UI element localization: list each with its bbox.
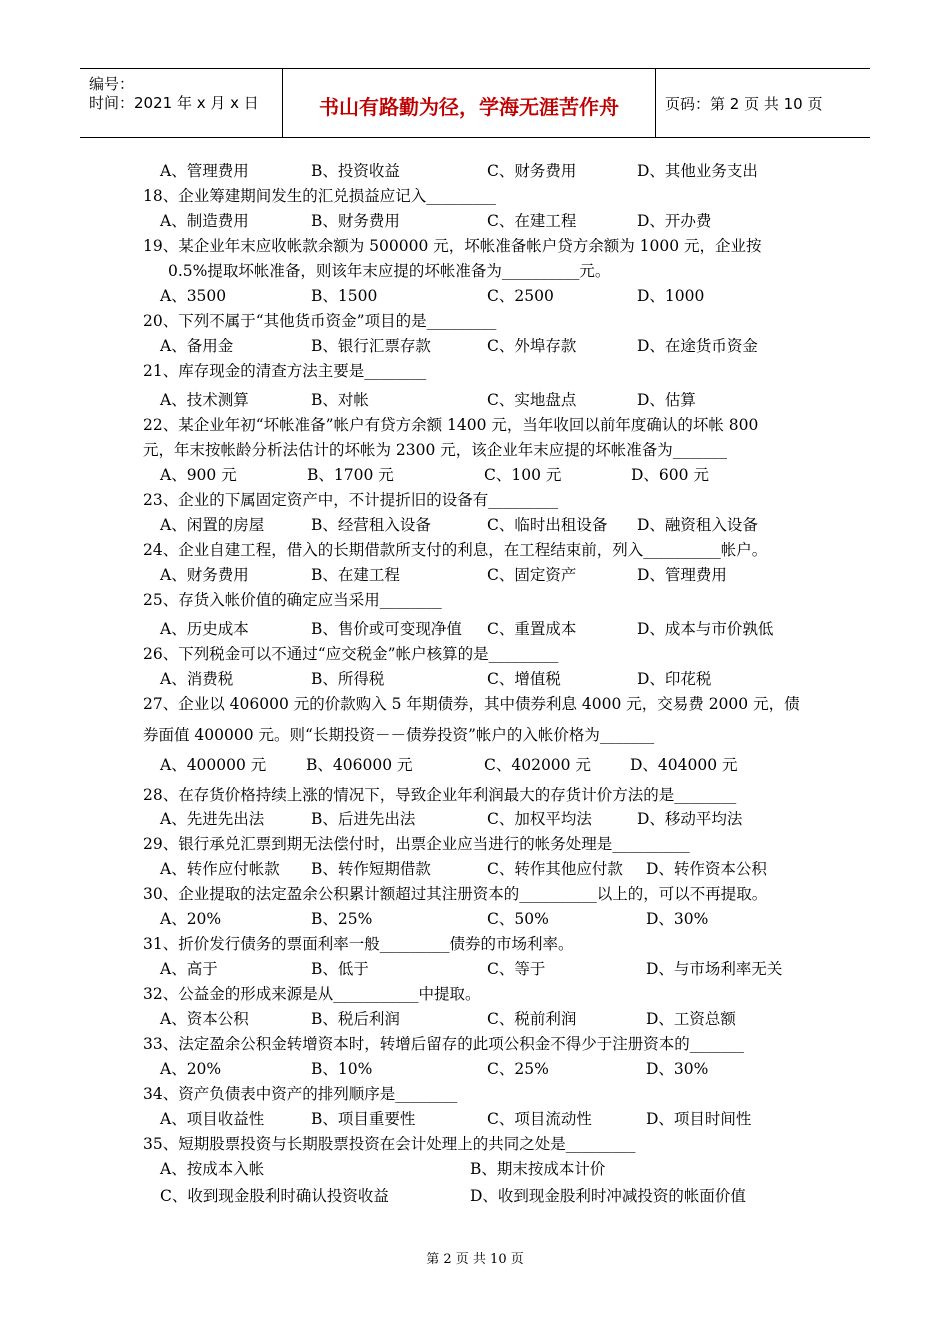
option: B、期末按成本计价 xyxy=(470,1160,606,1178)
option: B、转作短期借款 xyxy=(311,860,431,878)
question-stem: 30、企业提取的法定盈余公积累计额超过其注册资本的__________以上的，可以不再提取。 xyxy=(143,885,768,903)
option: A、管理费用 xyxy=(160,162,249,180)
option: B、低于 xyxy=(311,960,369,978)
question-stem: 29、银行承兑汇票到期无法偿付时，出票企业应当进行的帐务处理是__________ xyxy=(143,835,690,853)
option: D、1000 xyxy=(637,287,705,305)
question-stem: 28、在存货价格持续上涨的情况下，导致企业年利润最大的存货计价方法的是________ xyxy=(143,786,737,804)
question-stem: 25、存货入帐价值的确定应当采用________ xyxy=(143,591,442,609)
option: A、备用金 xyxy=(160,337,234,355)
option: C、在建工程 xyxy=(487,212,577,230)
option: D、成本与市价孰低 xyxy=(637,620,774,638)
option: A、转作应付帐款 xyxy=(160,860,280,878)
question-stem: 32、公益金的形成来源是从___________中提取。 xyxy=(143,985,481,1003)
option: B、406000 元 xyxy=(306,756,413,774)
option: B、所得税 xyxy=(311,670,385,688)
option: C、项目流动性 xyxy=(487,1110,592,1128)
option: D、30% xyxy=(646,1060,709,1078)
option: D、工资总额 xyxy=(646,1010,736,1028)
question-stem: 19、某企业年末应收帐款余额为 500000 元，坏帐准备帐户贷方余额为 1000 元，企业按 xyxy=(143,237,762,255)
option: A、900 元 xyxy=(160,466,237,484)
option: C、等于 xyxy=(487,960,546,978)
option: C、税前利润 xyxy=(487,1010,577,1028)
option: A、按成本入帐 xyxy=(160,1160,265,1178)
time-label: 时间：2021 年 x 月 x 日 xyxy=(89,94,259,112)
option: C、增值税 xyxy=(487,670,561,688)
page-header xyxy=(80,68,870,138)
option: C、2500 xyxy=(487,287,554,305)
question-stem: 26、下列税金可以不通过“应交税金”帐户核算的是_________ xyxy=(143,645,559,663)
option: B、25% xyxy=(311,910,373,928)
option: B、投资收益 xyxy=(311,162,400,180)
option: B、对帐 xyxy=(311,391,369,409)
question-stem-cont: 券面值 400000 元。则“长期投资－－债券投资”帐户的入帐价格为_______ xyxy=(143,726,655,744)
option: C、25% xyxy=(487,1060,549,1078)
page-footer: 第 2 页 共 10 页 xyxy=(426,1252,524,1267)
motto: 书山有路勤为径，学海无涯苦作舟 xyxy=(319,95,619,119)
option: B、后进先出法 xyxy=(311,810,416,828)
option: B、经营租入设备 xyxy=(311,516,431,534)
option: D、收到现金股利时冲减投资的帐面价值 xyxy=(470,1187,746,1205)
option: B、1500 xyxy=(311,287,378,305)
option: B、项目重要性 xyxy=(311,1110,416,1128)
option: D、移动平均法 xyxy=(637,810,743,828)
question-stem: 23、企业的下属固定资产中，不计提折旧的设备有_________ xyxy=(143,491,558,509)
option: C、加权平均法 xyxy=(487,810,592,828)
option: C、实地盘点 xyxy=(487,391,577,409)
question-stem: 18、企业筹建期间发生的汇兑损益应记入_________ xyxy=(143,187,496,205)
question-stem: 24、企业自建工程，借入的长期借款所支付的利息，在工程结束前，列入__________帐户。 xyxy=(143,541,768,559)
option: D、在途货币资金 xyxy=(637,337,758,355)
option: C、转作其他应付款 xyxy=(487,860,623,878)
option: B、10% xyxy=(311,1060,373,1078)
header-motto-cell xyxy=(282,69,656,137)
option: A、20% xyxy=(160,1060,222,1078)
option: C、收到现金股利时确认投资收益 xyxy=(160,1187,389,1205)
option: D、其他业务支出 xyxy=(637,162,758,180)
option: D、404000 元 xyxy=(630,756,738,774)
question-stem: 27、企业以 406000 元的价款购入 5 年期债券，其中债券利息 4000 元，交易费 2000 元，债 xyxy=(143,695,800,713)
option: B、售价或可变现净值 xyxy=(311,620,462,638)
option: D、项目时间性 xyxy=(646,1110,752,1128)
question-stem: 34、资产负债表中资产的排列顺序是________ xyxy=(143,1085,458,1103)
option: A、闲置的房屋 xyxy=(160,516,265,534)
option: D、融资租入设备 xyxy=(637,516,758,534)
option: D、转作资本公积 xyxy=(646,860,767,878)
option: B、财务费用 xyxy=(311,212,400,230)
option: B、1700 元 xyxy=(307,466,394,484)
option: A、财务费用 xyxy=(160,566,249,584)
option: D、开办费 xyxy=(637,212,712,230)
question-stem: 22、某企业年初“坏帐准备”帐户有贷方余额 1400 元，当年收回以前年度确认的坏帐 800 xyxy=(143,416,759,434)
option: D、与市场利率无关 xyxy=(646,960,783,978)
option: A、400000 元 xyxy=(160,756,267,774)
header-page-cell xyxy=(656,69,870,137)
option: A、20% xyxy=(160,910,222,928)
option: B、银行汇票存款 xyxy=(311,337,431,355)
page-info: 页码：第 2 页 共 10 页 xyxy=(665,95,823,113)
question-stem: 31、折价发行债务的票面利率一般_________债券的市场利率。 xyxy=(143,935,574,953)
option: D、30% xyxy=(646,910,709,928)
option: C、100 元 xyxy=(484,466,562,484)
option: C、外埠存款 xyxy=(487,337,577,355)
option: A、高于 xyxy=(160,960,218,978)
option: C、重置成本 xyxy=(487,620,577,638)
question-stem-cont: 0.5%提取坏帐准备，则该年末应提的坏帐准备为__________元。 xyxy=(168,262,611,280)
option: C、402000 元 xyxy=(484,756,591,774)
question-stem: 20、下列不属于“其他货币资金”项目的是_________ xyxy=(143,312,497,330)
number-label: 编号： xyxy=(89,75,135,93)
option: A、技术测算 xyxy=(160,391,249,409)
question-stem: 35、短期股票投资与长期股票投资在会计处理上的共同之处是_________ xyxy=(143,1135,636,1153)
option: B、在建工程 xyxy=(311,566,400,584)
option: A、3500 xyxy=(160,287,227,305)
option: A、消费税 xyxy=(160,670,234,688)
question-stem: 33、法定盈余公积金转增资本时，转增后留存的此项公积金不得少于注册资本的_______ xyxy=(143,1035,744,1053)
option: C、固定资产 xyxy=(487,566,577,584)
option: D、600 元 xyxy=(631,466,709,484)
option: D、管理费用 xyxy=(637,566,727,584)
option: A、先进先出法 xyxy=(160,810,265,828)
question-stem-cont: 元，年末按帐龄分析法估计的坏帐为 2300 元，该企业年末应提的坏帐准备为_______ xyxy=(143,441,728,459)
header-meta-cell xyxy=(80,69,282,137)
question-stem: 21、库存现金的清查方法主要是________ xyxy=(143,362,427,380)
option: D、估算 xyxy=(637,391,696,409)
option: A、项目收益性 xyxy=(160,1110,265,1128)
option: D、印花税 xyxy=(637,670,712,688)
option: C、50% xyxy=(487,910,549,928)
option: A、资本公积 xyxy=(160,1010,249,1028)
option: A、制造费用 xyxy=(160,212,249,230)
option: C、临时出租设备 xyxy=(487,516,608,534)
option: C、财务费用 xyxy=(487,162,577,180)
option: B、税后利润 xyxy=(311,1010,400,1028)
option: A、历史成本 xyxy=(160,620,249,638)
